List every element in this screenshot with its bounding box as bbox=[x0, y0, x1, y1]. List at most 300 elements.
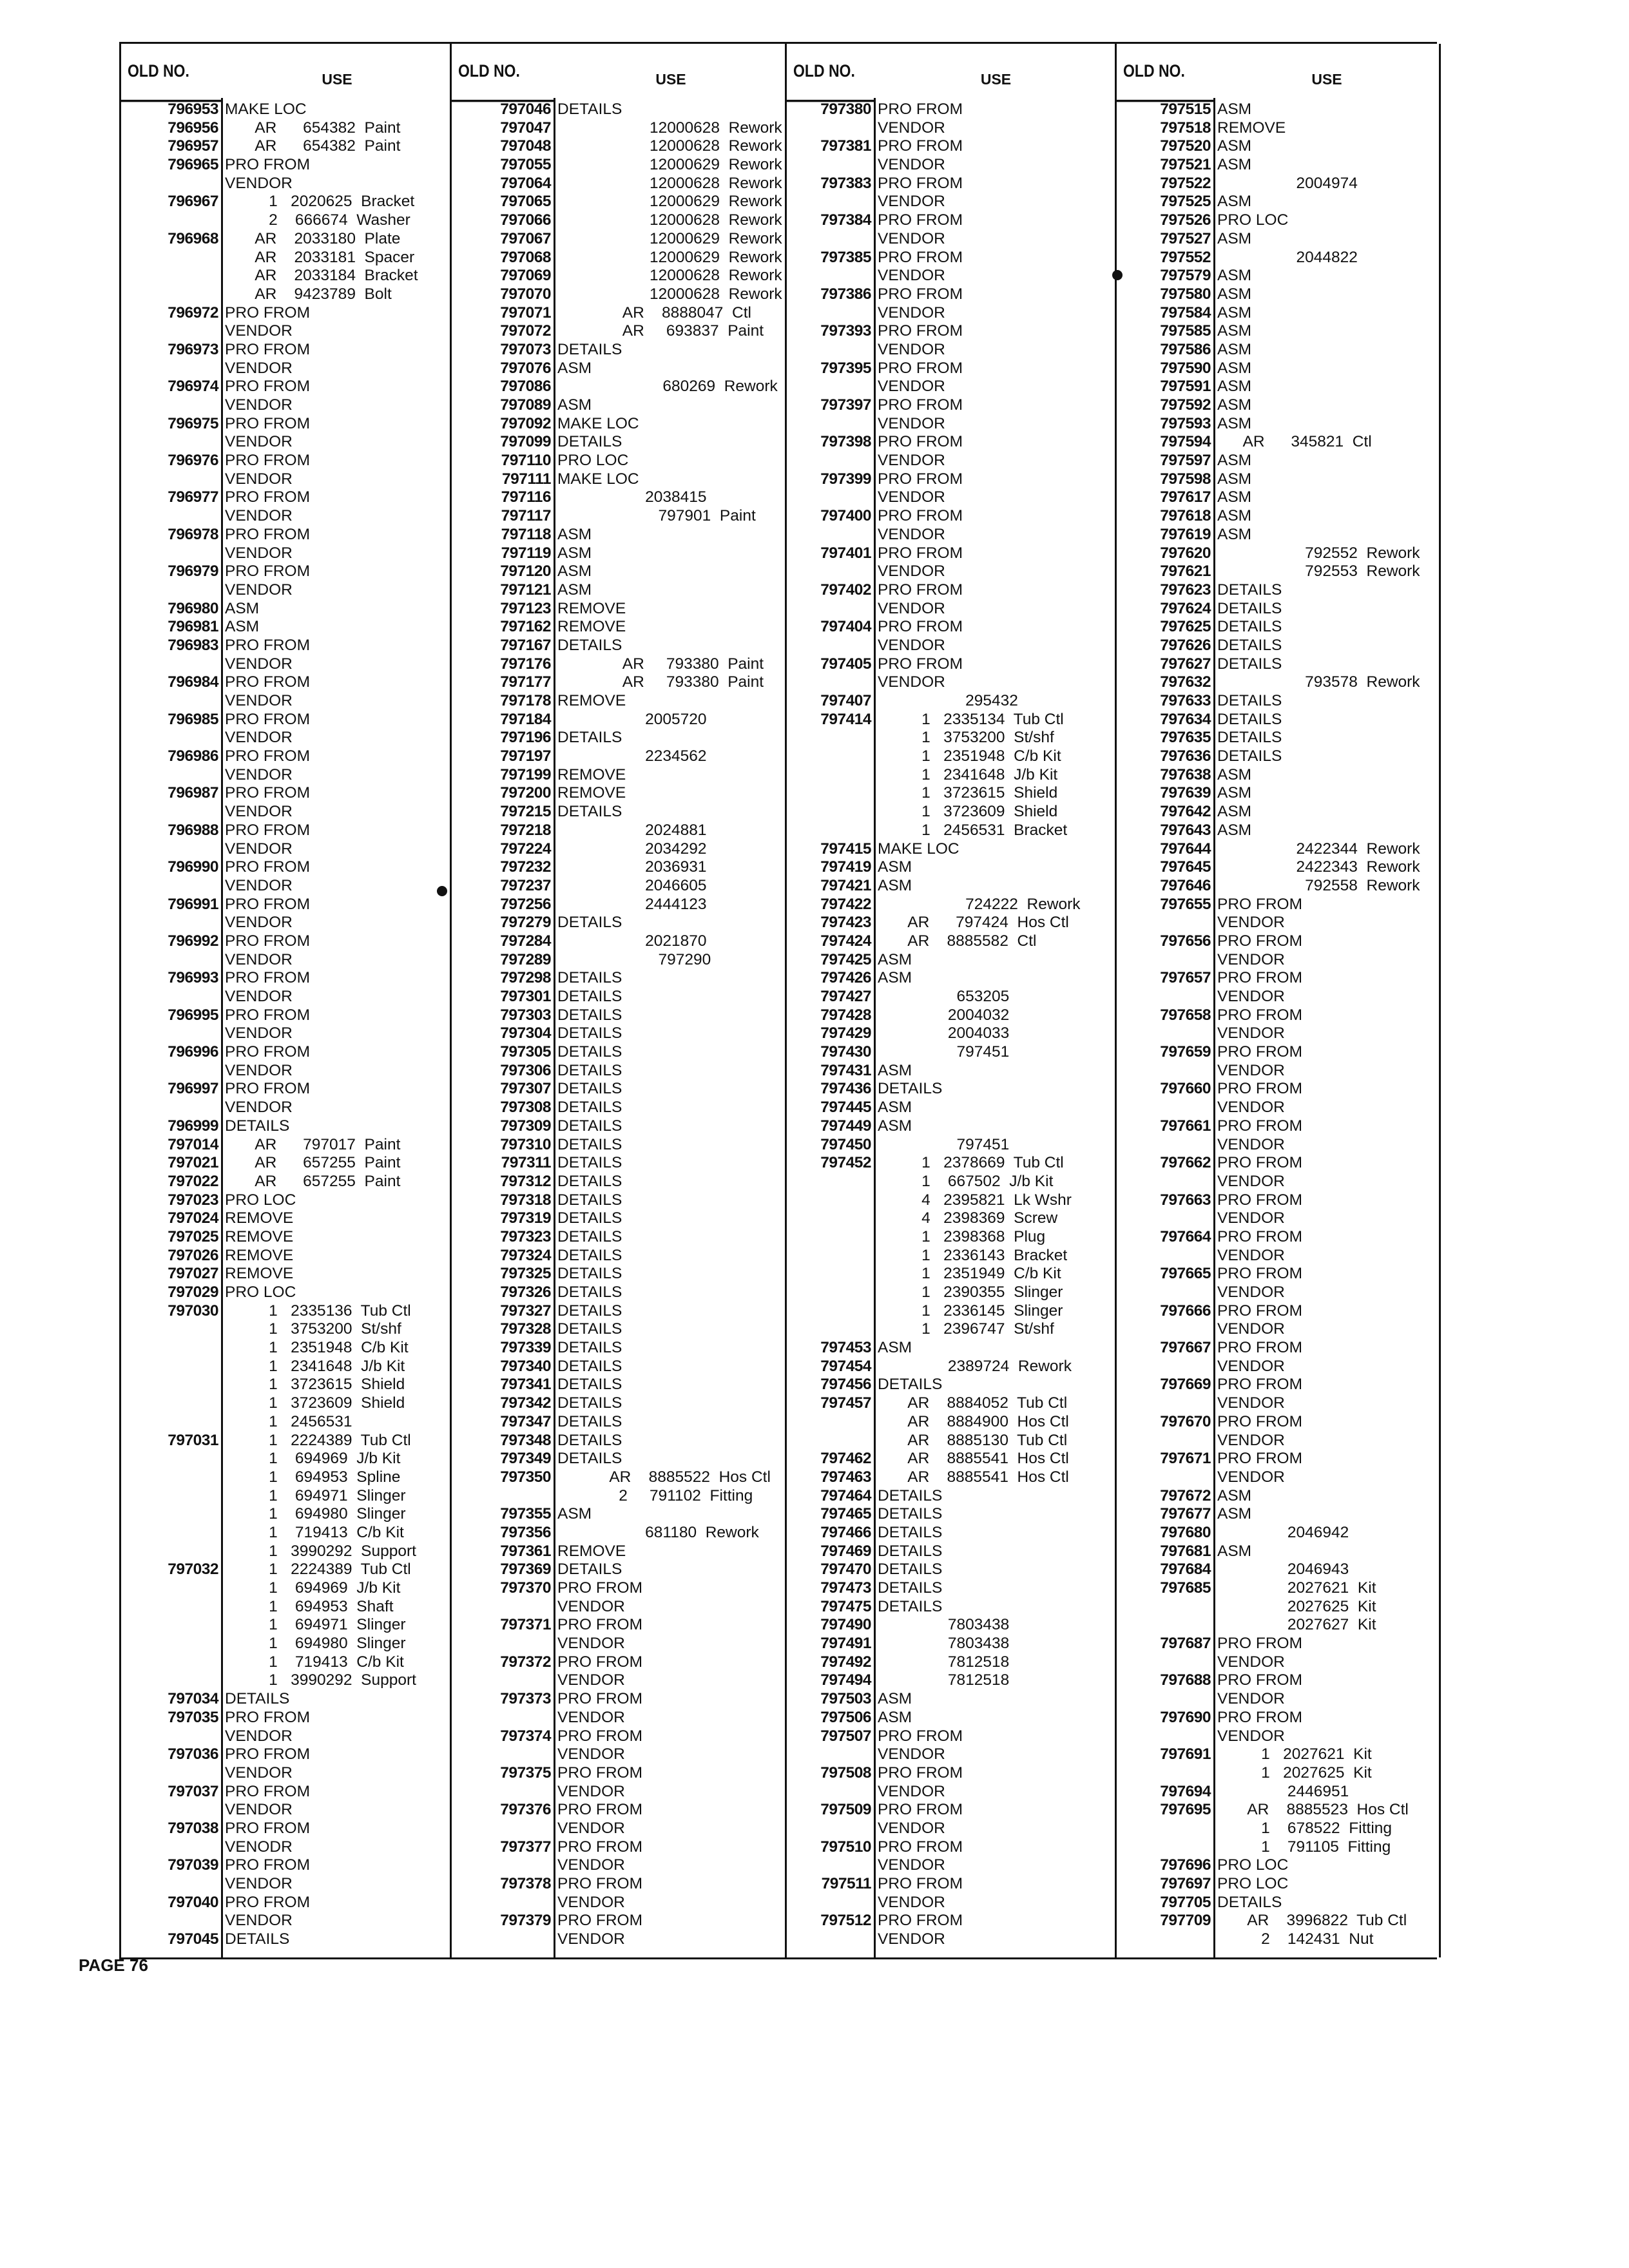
table-row bbox=[121, 1191, 452, 1210]
use-text: DETAILS bbox=[878, 1080, 943, 1098]
use-text: ASM bbox=[878, 858, 912, 876]
use-text: DETAILS bbox=[557, 803, 622, 821]
table-row bbox=[1117, 766, 1439, 785]
table-row bbox=[787, 858, 1117, 877]
old-number: 797372 bbox=[500, 1653, 551, 1671]
table-row bbox=[787, 1894, 1117, 1912]
table-row bbox=[452, 137, 787, 156]
use-text: VENODR bbox=[225, 1838, 293, 1856]
use-text: 2444123 bbox=[557, 895, 707, 913]
use-text: ASM bbox=[1217, 1486, 1252, 1504]
use-text: PRO FROM bbox=[557, 1912, 643, 1930]
old-number: 797527 bbox=[1160, 229, 1211, 247]
table-row bbox=[121, 1487, 452, 1506]
use-text: DETAILS bbox=[557, 101, 622, 118]
use-text: PRO FROM bbox=[225, 1856, 311, 1874]
old-number: 796984 bbox=[168, 673, 218, 691]
table-row bbox=[121, 156, 452, 175]
use-text: VENDOR bbox=[225, 950, 293, 968]
table-row bbox=[1117, 1136, 1439, 1155]
table-row bbox=[121, 1764, 452, 1783]
use-text: 1 2336145 Slinger bbox=[878, 1302, 1063, 1320]
old-number: 797584 bbox=[1160, 303, 1211, 322]
old-number: 797402 bbox=[820, 581, 871, 599]
old-number: 797339 bbox=[500, 1339, 551, 1357]
old-number: 797118 bbox=[501, 525, 551, 543]
old-number: 797377 bbox=[500, 1838, 551, 1856]
use-text: PRO FROM bbox=[557, 1763, 643, 1782]
use-text: DETAILS bbox=[1217, 747, 1282, 765]
table-row bbox=[452, 1505, 787, 1524]
table-row bbox=[121, 1339, 452, 1358]
table-row bbox=[1117, 1820, 1439, 1838]
table-row bbox=[787, 1117, 1117, 1136]
use-text: VENDOR bbox=[225, 1875, 293, 1892]
use-text: PRO FROM bbox=[878, 322, 963, 340]
old-number: 797594 bbox=[1160, 433, 1211, 451]
table-row bbox=[1117, 1006, 1439, 1025]
column-header bbox=[1117, 44, 1439, 98]
use-text: PRO FROM bbox=[878, 359, 963, 377]
bullet-marker bbox=[437, 886, 447, 896]
table-row bbox=[1117, 562, 1439, 581]
old-no-header: OLD NO. bbox=[121, 40, 222, 102]
table-row bbox=[452, 1616, 787, 1635]
old-number: 797256 bbox=[500, 895, 551, 913]
table-row bbox=[452, 396, 787, 415]
use-text: VENDOR bbox=[225, 470, 293, 488]
table-row bbox=[787, 415, 1117, 434]
table-row bbox=[121, 932, 452, 951]
table-row bbox=[121, 119, 452, 138]
use-text: PRO FROM bbox=[225, 636, 311, 654]
old-number: 797046 bbox=[500, 101, 551, 118]
old-number: 797507 bbox=[820, 1727, 871, 1745]
table-row bbox=[787, 1709, 1117, 1727]
old-number: 796979 bbox=[168, 562, 218, 581]
table-row bbox=[452, 1265, 787, 1283]
table-row bbox=[452, 637, 787, 655]
old-number: 797634 bbox=[1160, 710, 1211, 728]
old-number: 797356 bbox=[500, 1523, 551, 1541]
use-text: DETAILS bbox=[225, 1117, 290, 1135]
use-text: AR 797017 Paint bbox=[225, 1135, 401, 1153]
old-number: 796997 bbox=[168, 1080, 218, 1098]
use-text: VENDOR bbox=[878, 229, 945, 247]
use-text: REMOVE bbox=[1217, 119, 1286, 137]
use-text: DETAILS bbox=[878, 1561, 943, 1579]
old-number: 797593 bbox=[1160, 414, 1211, 432]
table-row bbox=[452, 877, 787, 896]
use-text: ASM bbox=[1217, 340, 1252, 358]
use-text: AR 8885541 Hos Ctl bbox=[878, 1468, 1069, 1486]
old-number: 797374 bbox=[500, 1727, 551, 1745]
table-row bbox=[121, 230, 452, 249]
use-text: 1 3723609 Shield bbox=[878, 803, 1058, 821]
table-row bbox=[1117, 1653, 1439, 1672]
use-text: REMOVE bbox=[557, 784, 626, 802]
table-row bbox=[787, 1598, 1117, 1617]
table-row bbox=[121, 1801, 452, 1820]
old-number: 797635 bbox=[1160, 729, 1211, 747]
table-row bbox=[1117, 1598, 1439, 1617]
table-row bbox=[787, 1320, 1117, 1339]
old-number: 797067 bbox=[500, 229, 551, 247]
table-row bbox=[452, 230, 787, 249]
use-text: 4 2398369 Screw bbox=[878, 1209, 1058, 1227]
table-row bbox=[452, 1838, 787, 1857]
table-row bbox=[452, 1413, 787, 1432]
old-number: 797672 bbox=[1160, 1486, 1211, 1504]
old-number: 797200 bbox=[500, 784, 551, 802]
use-text: PRO FROM bbox=[225, 303, 311, 322]
table-row bbox=[452, 1394, 787, 1413]
table-row bbox=[452, 378, 787, 396]
use-text: ASM bbox=[557, 544, 592, 562]
table-row bbox=[121, 1727, 452, 1746]
old-number: 797298 bbox=[500, 969, 551, 987]
table-row bbox=[452, 803, 787, 822]
old-number: 797162 bbox=[500, 618, 551, 636]
column-4 bbox=[1115, 44, 1441, 1957]
use-text: VENDOR bbox=[1217, 1061, 1285, 1079]
table-row bbox=[452, 784, 787, 803]
use-text: ASM bbox=[1217, 507, 1252, 525]
use-text: 1 694971 Slinger bbox=[225, 1616, 406, 1634]
table-row bbox=[1117, 119, 1439, 138]
table-row bbox=[452, 267, 787, 285]
use-text: 1 694969 J/b Kit bbox=[225, 1579, 401, 1597]
table-row bbox=[121, 618, 452, 637]
use-text: VENDOR bbox=[878, 193, 945, 211]
use-text: VENDOR bbox=[878, 156, 945, 174]
old-number: 797116 bbox=[501, 488, 551, 506]
use-text: AR 797424 Hos Ctl bbox=[878, 914, 1069, 932]
use-text: PRO FROM bbox=[225, 525, 311, 543]
table-row bbox=[787, 692, 1117, 711]
old-number: 797445 bbox=[820, 1099, 871, 1117]
use-text: VENDOR bbox=[225, 396, 293, 414]
table-row bbox=[452, 1173, 787, 1191]
table-row bbox=[787, 1505, 1117, 1524]
old-number: 797667 bbox=[1160, 1339, 1211, 1357]
use-text: PRO FROM bbox=[225, 932, 311, 950]
use-text: DETAILS bbox=[557, 1376, 622, 1394]
use-text: AR 2033180 Plate bbox=[225, 229, 401, 247]
table-row bbox=[121, 1173, 452, 1191]
table-row bbox=[787, 507, 1117, 526]
use-text: 7812518 bbox=[878, 1671, 1010, 1689]
table-row bbox=[787, 1302, 1117, 1321]
use-text: 2 791102 Fitting bbox=[557, 1486, 753, 1504]
table-row bbox=[787, 766, 1117, 785]
table-row bbox=[787, 1487, 1117, 1506]
table-row bbox=[787, 470, 1117, 489]
old-number: 797520 bbox=[1160, 137, 1211, 155]
old-number: 796978 bbox=[168, 525, 218, 543]
use-text: VENDOR bbox=[878, 340, 945, 358]
table-row bbox=[787, 822, 1117, 840]
old-number: 797099 bbox=[500, 433, 551, 451]
table-row bbox=[452, 840, 787, 859]
use-text: PRO FROM bbox=[225, 1006, 311, 1024]
table-row bbox=[787, 1745, 1117, 1764]
old-number: 797661 bbox=[1160, 1117, 1211, 1135]
table-row bbox=[787, 1191, 1117, 1210]
old-number: 797626 bbox=[1160, 636, 1211, 654]
table-row bbox=[121, 341, 452, 360]
use-text: VENDOR bbox=[1217, 1653, 1285, 1671]
table-row bbox=[1117, 673, 1439, 692]
table-row bbox=[787, 1875, 1117, 1894]
use-text: 1 667502 J/b Kit bbox=[878, 1172, 1054, 1190]
old-number: 797644 bbox=[1160, 840, 1211, 858]
old-number: 797066 bbox=[500, 211, 551, 229]
old-number: 797670 bbox=[1160, 1412, 1211, 1430]
use-text: DETAILS bbox=[557, 1227, 622, 1245]
use-text: DETAILS bbox=[1217, 692, 1282, 709]
use-text: 1 3723609 Shield bbox=[225, 1394, 405, 1412]
table-row bbox=[1117, 747, 1439, 766]
column-1 bbox=[119, 44, 452, 1957]
table-row bbox=[1117, 211, 1439, 230]
old-number: 797376 bbox=[500, 1801, 551, 1819]
table-row bbox=[1117, 156, 1439, 175]
old-number: 797279 bbox=[500, 914, 551, 932]
table-row bbox=[1117, 840, 1439, 859]
use-text: DETAILS bbox=[557, 1209, 622, 1227]
table-row bbox=[121, 692, 452, 711]
table-row bbox=[787, 285, 1117, 304]
use-text: PRO FROM bbox=[225, 414, 311, 432]
table-row bbox=[452, 156, 787, 175]
use-text: PRO FROM bbox=[225, 1043, 311, 1061]
use-text: AR 654382 Paint bbox=[225, 137, 401, 155]
table-row bbox=[452, 1136, 787, 1155]
use-text: VENDOR bbox=[878, 378, 945, 396]
table-row bbox=[121, 249, 452, 267]
table-row bbox=[121, 1024, 452, 1043]
table-row bbox=[1117, 230, 1439, 249]
use-text: 2027621 Kit bbox=[1217, 1579, 1376, 1597]
use-text: VENDOR bbox=[225, 322, 293, 340]
row-list bbox=[787, 101, 1117, 1949]
use-text: 724222 Rework bbox=[878, 895, 1081, 913]
table-row bbox=[787, 175, 1117, 193]
use-text: DETAILS bbox=[557, 1024, 622, 1043]
use-text: 12000628 Rework bbox=[557, 285, 782, 303]
table-row bbox=[452, 1358, 787, 1376]
old-number: 797428 bbox=[820, 1006, 871, 1024]
old-number: 797659 bbox=[1160, 1043, 1211, 1061]
old-number: 797429 bbox=[820, 1024, 871, 1043]
use-text: PRO FROM bbox=[225, 1782, 311, 1800]
table-row bbox=[121, 1856, 452, 1875]
use-text: PRO LOC bbox=[1217, 1856, 1289, 1874]
old-number: 797552 bbox=[1160, 248, 1211, 266]
old-number: 797355 bbox=[500, 1505, 551, 1523]
table-row bbox=[1117, 1320, 1439, 1339]
table-row bbox=[121, 1579, 452, 1598]
table-row bbox=[787, 877, 1117, 896]
old-number: 797086 bbox=[500, 378, 551, 396]
table-row bbox=[121, 877, 452, 896]
old-number: 797494 bbox=[820, 1671, 871, 1689]
use-text: PRO LOC bbox=[1217, 1875, 1289, 1892]
table-row bbox=[121, 600, 452, 619]
use-text: VENDOR bbox=[225, 507, 293, 525]
table-row bbox=[1117, 1117, 1439, 1136]
use-text: PRO FROM bbox=[878, 544, 963, 562]
use-text: DETAILS bbox=[878, 1376, 943, 1394]
table-row bbox=[1117, 1561, 1439, 1579]
use-text: ASM bbox=[1217, 803, 1252, 821]
use-text: ASM bbox=[557, 525, 592, 543]
table-row bbox=[121, 1820, 452, 1838]
old-number: 797491 bbox=[820, 1635, 871, 1653]
table-row bbox=[452, 1709, 787, 1727]
old-number: 797325 bbox=[500, 1265, 551, 1283]
old-number: 797618 bbox=[1160, 507, 1211, 525]
table-row bbox=[452, 1930, 787, 1949]
old-number: 797414 bbox=[820, 710, 871, 728]
old-number: 797464 bbox=[820, 1486, 871, 1504]
use-text: 7803438 bbox=[878, 1616, 1010, 1634]
use-text: 1 3723615 Shield bbox=[878, 784, 1058, 802]
use-text: DETAILS bbox=[557, 1302, 622, 1320]
use-text: DETAILS bbox=[557, 1117, 622, 1135]
old-number: 796957 bbox=[168, 137, 218, 155]
use-text: ASM bbox=[1217, 470, 1252, 488]
table-row bbox=[1117, 193, 1439, 211]
use-text: PRO FROM bbox=[1217, 932, 1303, 950]
old-number: 797687 bbox=[1160, 1635, 1211, 1653]
old-number: 797597 bbox=[1160, 452, 1211, 470]
table-row bbox=[787, 137, 1117, 156]
table-row bbox=[121, 137, 452, 156]
table-row bbox=[1117, 360, 1439, 378]
old-number: 797341 bbox=[500, 1376, 551, 1394]
old-number: 797196 bbox=[500, 729, 551, 747]
table-row bbox=[1117, 1709, 1439, 1727]
use-text: 2046605 bbox=[557, 876, 707, 894]
use-text: 653205 bbox=[878, 988, 1010, 1005]
table-row bbox=[452, 1542, 787, 1561]
table-row bbox=[1117, 822, 1439, 840]
table-row bbox=[787, 655, 1117, 674]
table-row bbox=[452, 470, 787, 489]
table-row bbox=[452, 581, 787, 600]
table-row bbox=[787, 1671, 1117, 1690]
use-text: PRO FROM bbox=[1217, 1043, 1303, 1061]
table-row bbox=[452, 1450, 787, 1468]
use-text: MAKE LOC bbox=[557, 414, 639, 432]
table-row bbox=[1117, 784, 1439, 803]
old-number: 797518 bbox=[1160, 119, 1211, 137]
old-number: 797690 bbox=[1160, 1708, 1211, 1726]
use-text: PRO FROM bbox=[557, 1838, 643, 1856]
use-text: DETAILS bbox=[557, 969, 622, 987]
table-row bbox=[121, 1209, 452, 1228]
table-row bbox=[121, 507, 452, 526]
old-number: 797027 bbox=[168, 1265, 218, 1283]
table-row bbox=[1117, 285, 1439, 304]
use-text: ASM bbox=[1217, 452, 1252, 470]
use-text: VENDOR bbox=[878, 1856, 945, 1874]
old-number: 797350 bbox=[500, 1468, 551, 1486]
table-row bbox=[452, 1487, 787, 1506]
table-row bbox=[452, 1894, 787, 1912]
table-row bbox=[121, 101, 452, 119]
table-row bbox=[452, 711, 787, 729]
old-number: 797381 bbox=[820, 137, 871, 155]
table-row bbox=[121, 1376, 452, 1394]
table-row bbox=[121, 433, 452, 452]
table-row bbox=[452, 1727, 787, 1746]
use-text: PRO FROM bbox=[225, 1819, 311, 1837]
use-text: PRO FROM bbox=[1217, 1117, 1303, 1135]
use-text: DETAILS bbox=[557, 1172, 622, 1190]
old-number: 796965 bbox=[168, 156, 218, 174]
table-row bbox=[452, 1283, 787, 1302]
use-text: ASM bbox=[1217, 229, 1252, 247]
use-text: VENDOR bbox=[878, 525, 945, 543]
use-text: 1 2351948 C/b Kit bbox=[878, 747, 1061, 765]
table-row bbox=[452, 673, 787, 692]
table-row bbox=[452, 1856, 787, 1875]
table-row bbox=[787, 211, 1117, 230]
use-text: AR 657255 Paint bbox=[225, 1154, 401, 1172]
use-text: 1 2027625 Kit bbox=[1217, 1763, 1372, 1782]
old-number: 797407 bbox=[820, 692, 871, 709]
use-text: ASM bbox=[557, 1505, 592, 1523]
old-number: 797370 bbox=[500, 1579, 551, 1597]
old-number: 797415 bbox=[820, 840, 871, 858]
use-text: PRO FROM bbox=[878, 470, 963, 488]
column-header bbox=[452, 44, 787, 98]
table-row bbox=[452, 211, 787, 230]
table-row bbox=[452, 1671, 787, 1690]
table-row bbox=[121, 711, 452, 729]
use-text: PRO FROM bbox=[557, 1616, 643, 1634]
table-row bbox=[452, 452, 787, 470]
old-number: 797421 bbox=[820, 876, 871, 894]
old-number: 797048 bbox=[500, 137, 551, 155]
use-text: DETAILS bbox=[557, 1043, 622, 1061]
old-number: 797340 bbox=[500, 1357, 551, 1375]
old-number: 797677 bbox=[1160, 1505, 1211, 1523]
table-row bbox=[1117, 396, 1439, 415]
use-text: PRO FROM bbox=[878, 1763, 963, 1782]
table-row bbox=[1117, 1930, 1439, 1949]
use-text: PRO FROM bbox=[1217, 1708, 1303, 1726]
table-row bbox=[121, 1561, 452, 1579]
table-row bbox=[787, 1542, 1117, 1561]
use-text: ASM bbox=[1217, 359, 1252, 377]
use-text: 2046943 bbox=[1217, 1561, 1349, 1579]
table-row bbox=[1117, 137, 1439, 156]
use-text: 12000629 Rework bbox=[557, 156, 782, 174]
use-text: VENDOR bbox=[1217, 1320, 1285, 1338]
old-number: 797399 bbox=[820, 470, 871, 488]
use-text: 12000628 Rework bbox=[557, 174, 782, 192]
table-row bbox=[121, 1358, 452, 1376]
table-row bbox=[787, 1339, 1117, 1358]
table-row bbox=[121, 378, 452, 396]
old-number: 797697 bbox=[1160, 1875, 1211, 1892]
old-number: 797515 bbox=[1160, 101, 1211, 118]
use-text: 793578 Rework bbox=[1217, 673, 1420, 691]
